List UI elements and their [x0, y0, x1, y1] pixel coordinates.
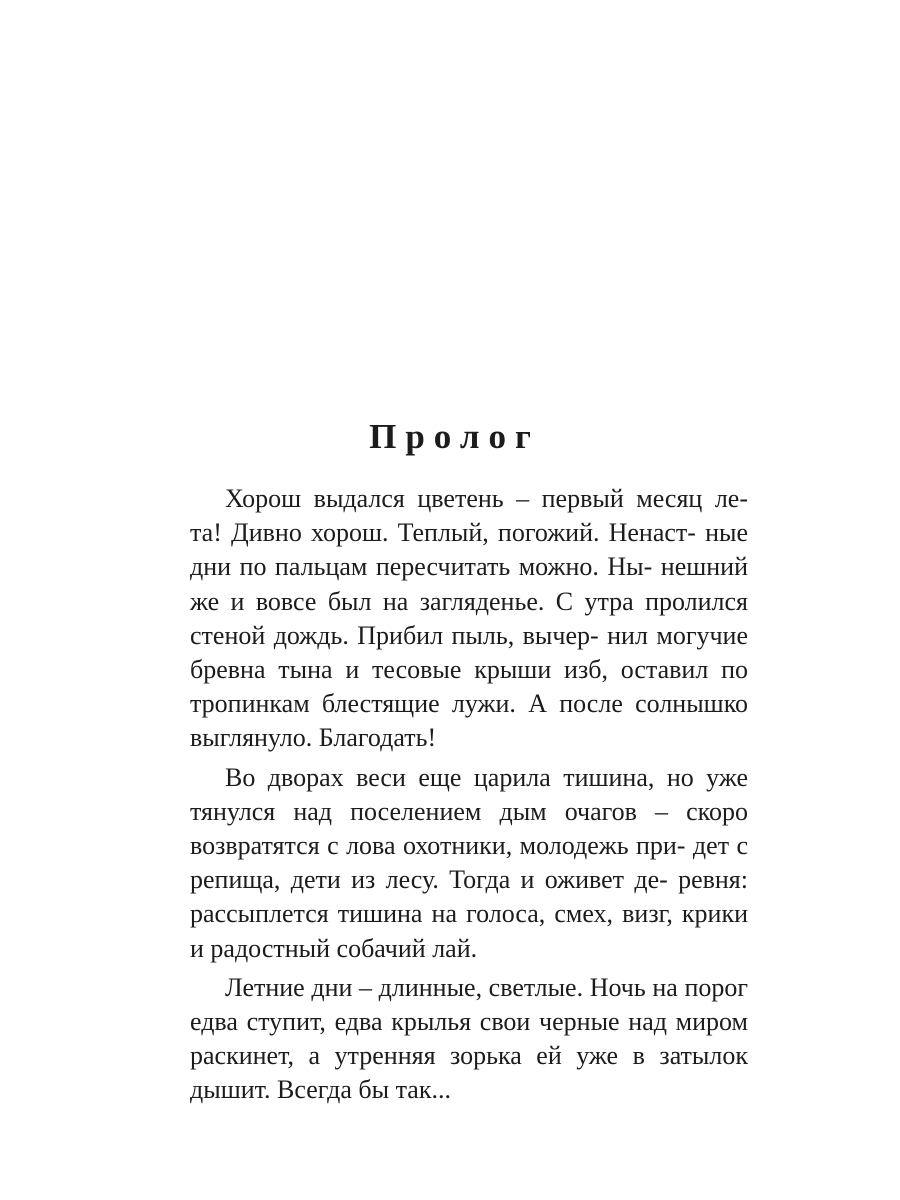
chapter-body — [190, 482, 748, 1108]
text-line: Во дворах веси еще царила тишина, но уже — [225, 762, 748, 792]
text-line: возвратятся с лова охотники, молодежь при- — [190, 831, 686, 861]
text-line: порог едва ступит, едва крылья свои черные — [190, 972, 749, 1037]
text-line: пролился стеной дождь. Прибил пыль, вычер- — [190, 586, 748, 650]
chapter-title: Пролог — [369, 417, 540, 456]
text-line: ные дни по пальцам пересчитать можно. Ны- — [190, 518, 749, 582]
text-line: А после солнышко выглянуло. Благодать! — [190, 689, 749, 753]
paragraph-2 — [190, 761, 748, 966]
text-line: над миром раскинет, а утренняя зорька ей уже — [190, 1007, 749, 1071]
text-line: Хорош выдался цветень – первый месяц ле- — [225, 484, 748, 513]
paragraph-3 — [190, 971, 748, 1108]
text-line: дет с репища, дети из лесу. Тогда и оживет де- — [190, 831, 749, 895]
text-line: тянулся над поселением дым очагов – скоро — [190, 796, 748, 826]
text-line: визг, крики и радостный собачий лай. — [190, 899, 749, 963]
text-line: Летние дни – длинные, светлые. Ночь на — [225, 972, 678, 1002]
text-line: ревня: рассыплется тишина на голоса, смех, — [190, 865, 748, 929]
text-line: нил могучие бревна тына и тесовые крыши — [190, 620, 749, 685]
text-line: в затылок дышит. Всегда бы так... — [190, 1041, 748, 1105]
text-line: та! Дивно хорош. Теплый, погожий. Ненаст- — [190, 518, 696, 548]
text-line: нешний же и вовсе был на загляденье. С утра — [190, 552, 748, 616]
paragraph-1 — [190, 482, 748, 756]
text-line: изб, оставил по тропинкам блестящие лужи. — [190, 655, 749, 719]
